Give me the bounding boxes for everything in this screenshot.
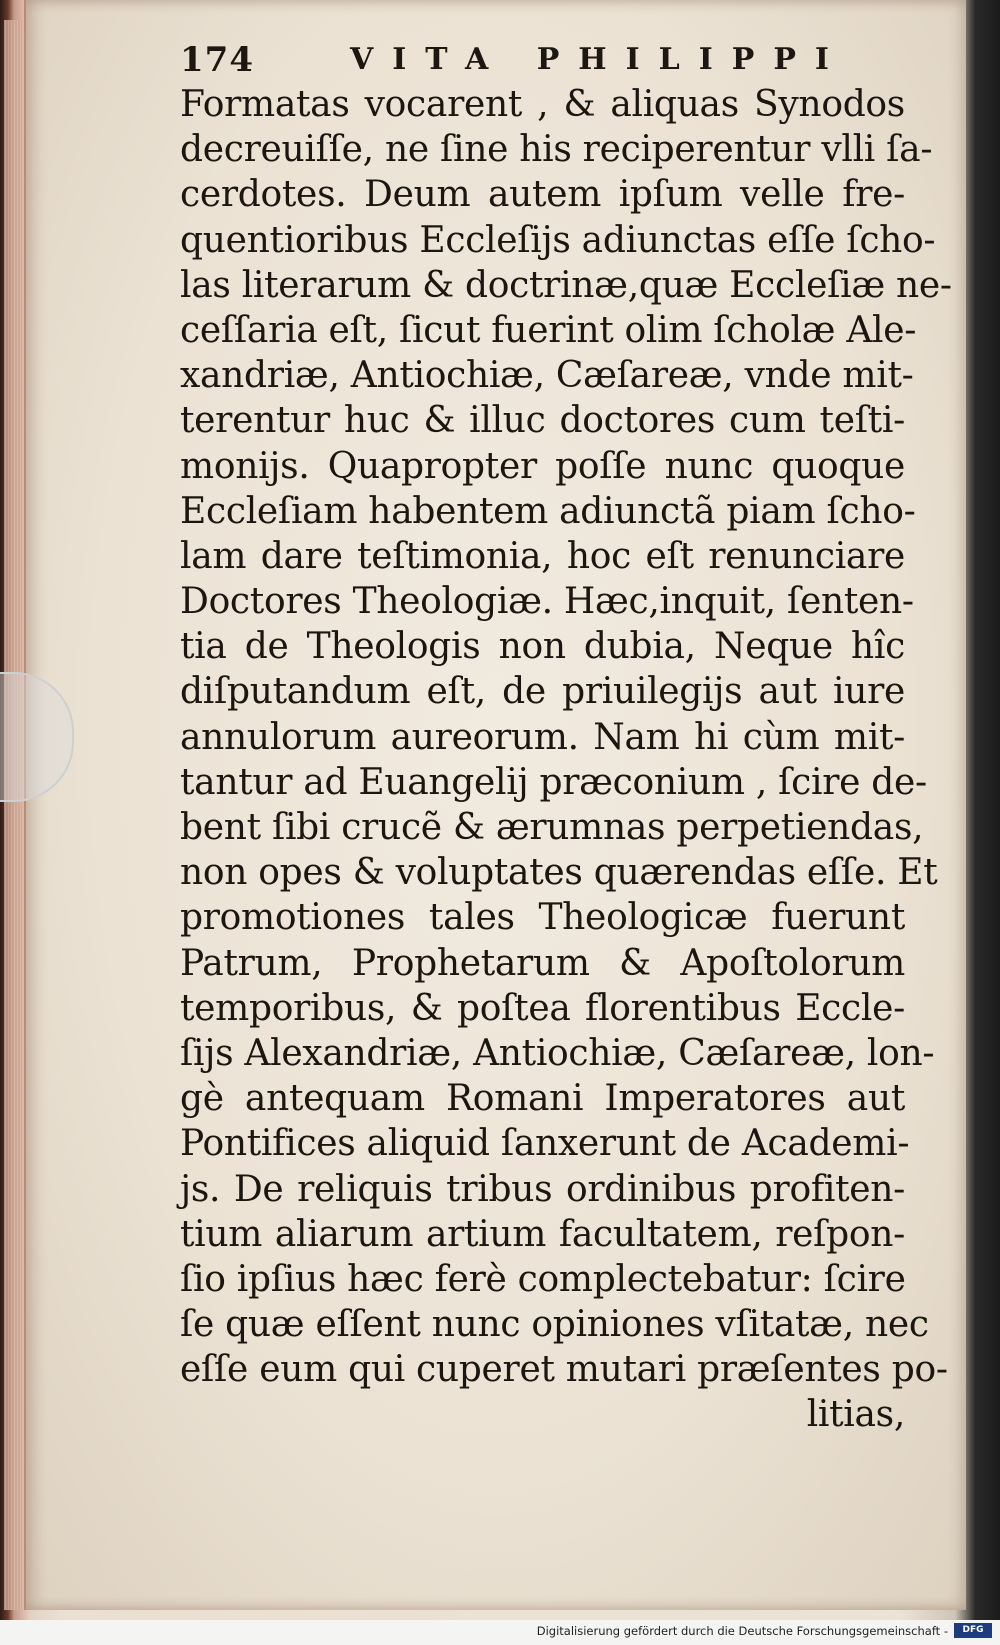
text-line: Patrum, Prophetarum & Apoſtolorum (180, 942, 905, 984)
page-header (180, 36, 910, 86)
text-line: decreuiſſe, ne ſine his reciperentur vlli ſa- (180, 129, 933, 171)
page-edge-stack (4, 20, 22, 1610)
text-line: quentioribus Eccleſijs adiunctas eſſe ſcho- (180, 219, 936, 261)
text-line: Formatas vocarent , & aliquas Synodos (180, 84, 905, 125)
text-line: tium aliarum artium facultatem, reſpon- (180, 1213, 905, 1255)
catchword: litias, (806, 1394, 905, 1436)
running-head: VITA PHILIPPI (350, 42, 848, 77)
text-line: terentur huc & illuc doctores cum teſti- (180, 400, 905, 442)
text-line: ſe quæ eſſent nunc opiniones vſitatæ, nec (180, 1304, 929, 1346)
text-line: monijs. Quapropter poſſe nunc quoque (180, 445, 905, 487)
text-line: cerdotes. Deum autem ipſum velle fre- (180, 174, 905, 216)
text-line: Eccleſiam habentem adiunctã piam ſcho- (180, 490, 916, 532)
text-line: tantur ad Euangelij præconium , ſcire de- (180, 761, 927, 803)
text-line: ceſſaria eſt, ſicut fuerint olim ſcholæ Ale- (180, 309, 917, 351)
text-line: temporibus, & poſtea florentibus Eccle- (180, 987, 905, 1029)
text-line: Pontifices aliquid ſanxerunt de Academi- (180, 1123, 910, 1165)
text-line: promotiones tales Theologicæ fuerunt (180, 897, 905, 939)
text-line: ſijs Alexandriæ, Antiochiæ, Cæſareæ, lon- (180, 1032, 935, 1074)
text-line: bent ſibi crucẽ & ærumnas perpetiendas, (180, 807, 924, 848)
text-line: Doctores Theologiæ. Hæc,inquit, ſenten- (180, 581, 914, 623)
funding-credit: Digitalisierung gefördert durch die Deutsche Forschungsgemeinschaft - (536, 1624, 948, 1638)
text-line: diſputandum eſt, de priuilegijs aut iure (180, 671, 905, 713)
text-line: ſio ipſius hæc ferè complectebatur: ſcire (180, 1258, 906, 1300)
text-line: eſſe eum qui cuperet mutari præſentes po- (180, 1349, 948, 1391)
text-line: annulorum aureorum. Nam hi cùm mit- (180, 716, 905, 758)
dfg-logo: DFG (954, 1623, 992, 1638)
text-line: non opes & voluptates quærendas eſſe. Et (180, 852, 938, 894)
text-line: lam dare teſtimonia, hoc eſt renunciare (180, 535, 905, 577)
body-text (180, 82, 952, 1438)
text-line: xandriæ, Antiochiæ, Cæſareæ, vnde mit- (180, 355, 914, 397)
footer-bar (0, 1620, 1000, 1645)
text-line: gè antequam Romani Imperatores aut (180, 1078, 905, 1120)
text-line: tia de Theologis non dubia, Neque hîc (180, 626, 905, 668)
text-line: las literarum & doctrinæ,quæ Eccleſiæ ne- (180, 264, 952, 306)
text-line: js. De reliquis tribus ordinibus profiten- (180, 1168, 905, 1210)
page-number: 174 (180, 40, 254, 80)
